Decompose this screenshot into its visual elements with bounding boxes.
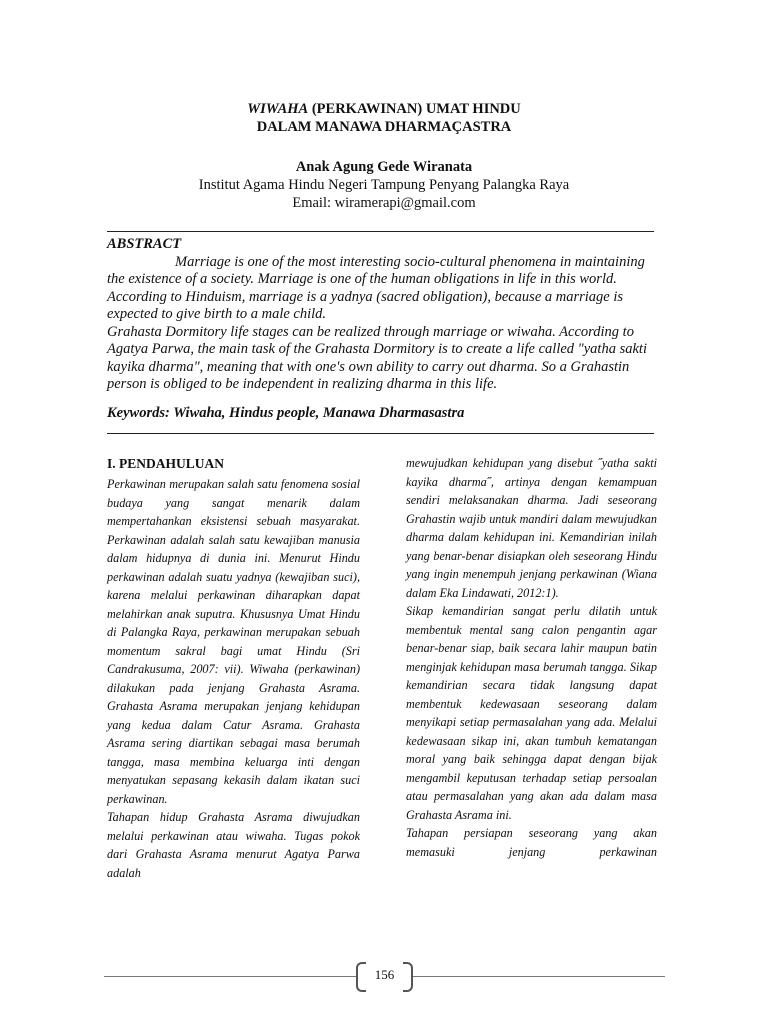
right-paragraph-1: mewujudkan kehidupan yang disebut ˝yatha sakti kayika dharma˝, artinya dengan kemampuan sendiri melaksanakan dharma. Jadi seseorang Grahastin wajib untuk mandiri dalam mewujudkan dharma dalam kehidupan ini. Kemandirian inilah yang benar-benar disiapkan oleh seseorang Hindu yang ingin menempuh jenjang perkawinan (Wiana dalam Eka Lindawati, 2012:1). (406, 456, 657, 600)
title-line-2: DALAM MANAWA DHARMAÇASTRA (256, 119, 512, 135)
right-column (406, 454, 657, 861)
abstract-heading: ABSTRACT (107, 236, 182, 252)
title-block (0, 100, 768, 212)
left-paragraph-2: Tahapan hidup Grahasta Asrama diwujudkan melalui perkawinan atau wiwaha. Tugas pokok dari Grahasta Asrama menurut Agatya Parwa adalah (107, 810, 360, 880)
abstract-paragraph-1: Marriage is one of the most interesting socio-cultural phenomena in maintaining the existence of a society. Marriage is one of the human obligations in life in this world. According to Hinduism, marriage is a yadnya (sacred obligation), because a marriage is expected to give birth to a male child. (107, 253, 645, 322)
abstract (107, 236, 661, 394)
author-email: Email: wiramerapi@gmail.com (292, 195, 476, 211)
right-paragraph-3: Tahapan persiapan seseorang yang akan memasuki jenjang perkawinan (406, 826, 657, 859)
abstract-paragraph-2: Grahasta Dormitory life stages can be realized through marriage or wiwaha. According to Agatya Parwa, the main task of the Grahasta Dormitory is to create a life called "yatha sakti kayika dharma", meaning that with one's own ability to carry out dharma. So a Grahastin person is obliged to be independent in realizing dharma in this life. (107, 323, 647, 392)
author-affiliation: Institut Agama Hindu Negeri Tampung Penyang Palangka Raya (198, 177, 570, 193)
keywords: Keywords: Wiwaha, Hindus people, Manawa Dharmasastra (107, 405, 465, 421)
bottom-rule (107, 433, 654, 434)
section-heading: I. PENDAHULUAN (107, 456, 225, 471)
author-name: Anak Agung Gede Wiranata (295, 159, 473, 175)
title-italic: WIWAHA (247, 101, 309, 117)
left-column (107, 452, 360, 882)
left-paragraph-1: Perkawinan merupakan salah satu fenomena sosial budaya yang sangat menarik dalam mempertahankan eksistensi sebuah masyarakat. Perkawinan adalah salah satu kewajiban manusia dalam hidupnya di dunia ini. Menurut Hindu perkawinan adalah suatu yadnya (kewajiban suci), karena melalui perkawinan diharapkan dapat melahirkan anak suputra. Khususnya Umat Hindu di Palangka Raya, perkawinan merupakan sebuah momentum sakral bagi umat Hindu (Sri Candrakusuma, 2007: vii). Wiwaha (perkawinan) dilakukan pada jenjang Grahasta Asrama. Grahasta Asrama merupakan jenjang kehidupan yang kedua dalam Catur Asrama. Grahasta Asrama sering diartikan sebagai masa berumah tangga, masa membina keluarga inti dengan menyatukan sepasang kekasih dalam ikatan suci perkawinan. (107, 477, 360, 806)
title-rest: (PERKAWINAN) UMAT HINDU (308, 101, 521, 117)
footer-rule-right (413, 976, 665, 977)
footer-bracket-right (403, 962, 413, 992)
right-paragraph-2: Sikap kemandirian sangat perlu dilatih untuk membentuk mental sang calon pengantin agar benar-benar siap, baik secara lahir maupun batin menginjak kehidupan masa berumah tangga. Sikap kemandirian secara tidak langsung dapat membentuk kedewasaan seseorang dalam menyikapi setiap permasalahan yang ada. Melalui kedewasaan sikap ini, akan tumbuh kematangan moral yang baik sehingga dapat dengan bijak mengambil keputusan terhadap setiap persoalan atau permasalahan yang akan ada dalam masa Grahasta Asrama ini. (406, 604, 657, 822)
title-line-1 (0, 100, 768, 118)
top-rule (107, 231, 654, 232)
page-footer (104, 962, 665, 990)
page-number: 156 (374, 967, 395, 982)
